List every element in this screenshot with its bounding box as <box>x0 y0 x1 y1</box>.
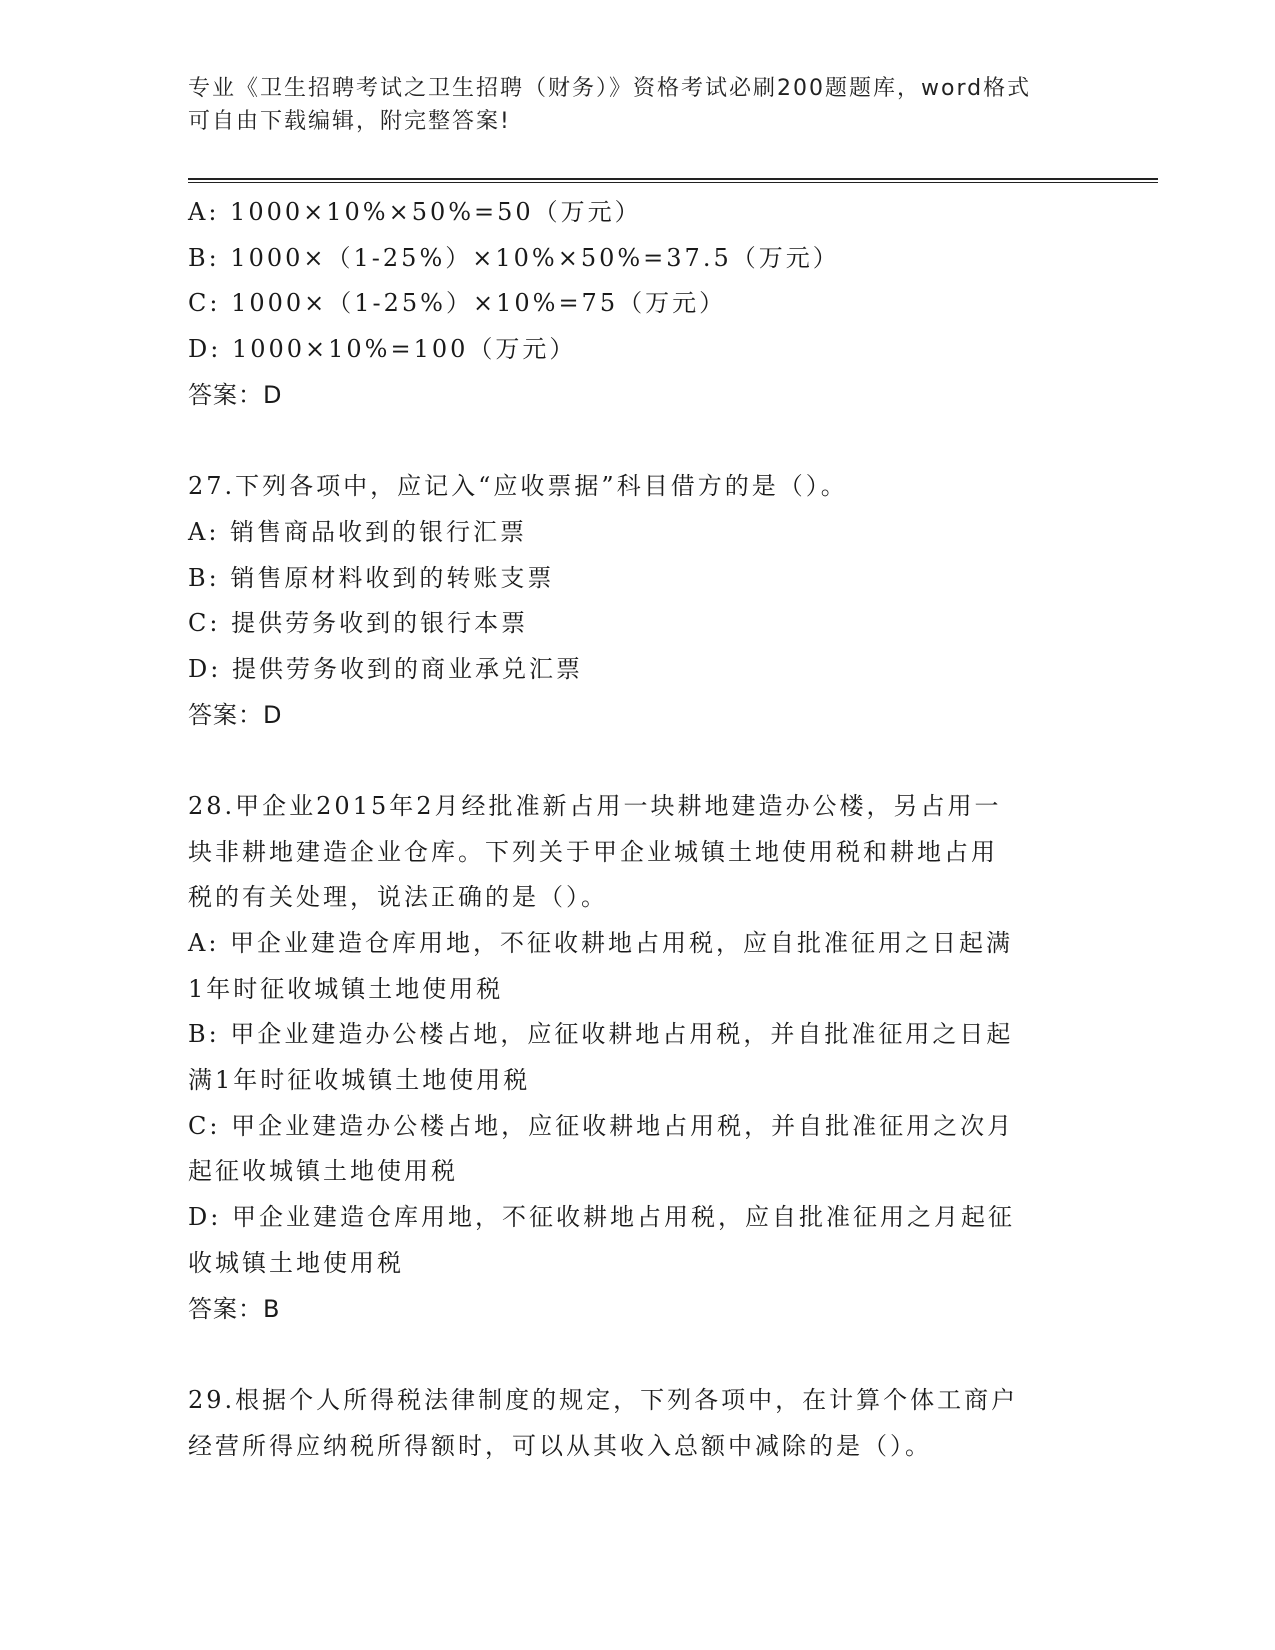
q28-option-b-line-1: B: 甲企业建造办公楼占地，应征收耕地占用税，并自批准征用之日起 <box>188 1020 1014 1049</box>
question-list <box>188 190 1088 1469</box>
q27-stem: 27.下列各项中，应记入“应收票据”科目借方的是（）。 <box>188 472 848 501</box>
q29-stem-line-2: 经营所得应纳税所得额时，可以从其收入总额中减除的是（）。 <box>188 1431 932 1460</box>
q28-stem-line-3: 税的有关处理，说法正确的是（）。 <box>188 883 608 912</box>
q28-answer: 答案：B <box>188 1294 281 1323</box>
q28-option-a-line-1: A: 甲企业建造仓库用地，不征收耕地占用税，应自批准征用之日起满 <box>188 929 1014 957</box>
q28-option-c-line-1: C: 甲企业建造办公楼占地，应征收耕地占用税，并自批准征用之次月 <box>188 1111 1015 1140</box>
q26-option-c: C: 1000×（1-25%）×10%=75（万元） <box>188 289 727 318</box>
q28-option-a-line-2: 1年时征收城镇土地使用税 <box>188 974 504 1003</box>
q27-option-d: D: 提供劳务收到的商业承兑汇票 <box>188 654 583 683</box>
q28-stem-line-2: 块非耕地建造企业仓库。下列关于甲企业城镇土地使用税和耕地占用 <box>188 837 998 866</box>
q28-option-d-line-1: D: 甲企业建造仓库用地，不征收耕地占用税，应自批准征用之月起征 <box>188 1203 1015 1232</box>
q26-option-a: A: 1000×10%×50%=50（万元） <box>188 198 642 226</box>
q27-option-a: A: 销售商品收到的银行汇票 <box>188 517 528 546</box>
q28-option-d-line-2: 收城镇土地使用税 <box>188 1248 404 1277</box>
q28-stem-line-1: 28.甲企业2015年2月经批准新占用一块耕地建造办公楼，另占用一 <box>188 791 1002 820</box>
q27-option-c: C: 提供劳务收到的银行本票 <box>188 609 529 638</box>
q29-stem-line-1: 29.根据个人所得税法律制度的规定，下列各项中，在计算个体工商户 <box>188 1385 1019 1414</box>
q27-option-b: B: 销售原材料收到的转账支票 <box>188 563 555 592</box>
q26-answer: 答案：D <box>188 380 283 409</box>
q26-option-d: D: 1000×10%=100（万元） <box>188 335 577 364</box>
q27-answer: 答案：D <box>188 700 283 729</box>
spacer <box>188 738 1088 784</box>
spacer <box>188 418 1088 464</box>
header-line-1: 专业《卫生招聘考试之卫生招聘（财务）》资格考试必刷200题题库，word格式 <box>188 76 1032 101</box>
header-divider <box>188 178 1158 183</box>
q28-option-b-line-2: 满1年时征收城镇土地使用税 <box>188 1066 531 1095</box>
header-line-2: 可自由下载编辑，附完整答案! <box>188 109 511 134</box>
document-header <box>188 72 1088 138</box>
spacer <box>188 1332 1088 1378</box>
q26-option-b: B: 1000×（1-25%）×10%×50%=37.5（万元） <box>188 243 840 272</box>
q28-option-c-line-2: 起征收城镇土地使用税 <box>188 1157 458 1186</box>
